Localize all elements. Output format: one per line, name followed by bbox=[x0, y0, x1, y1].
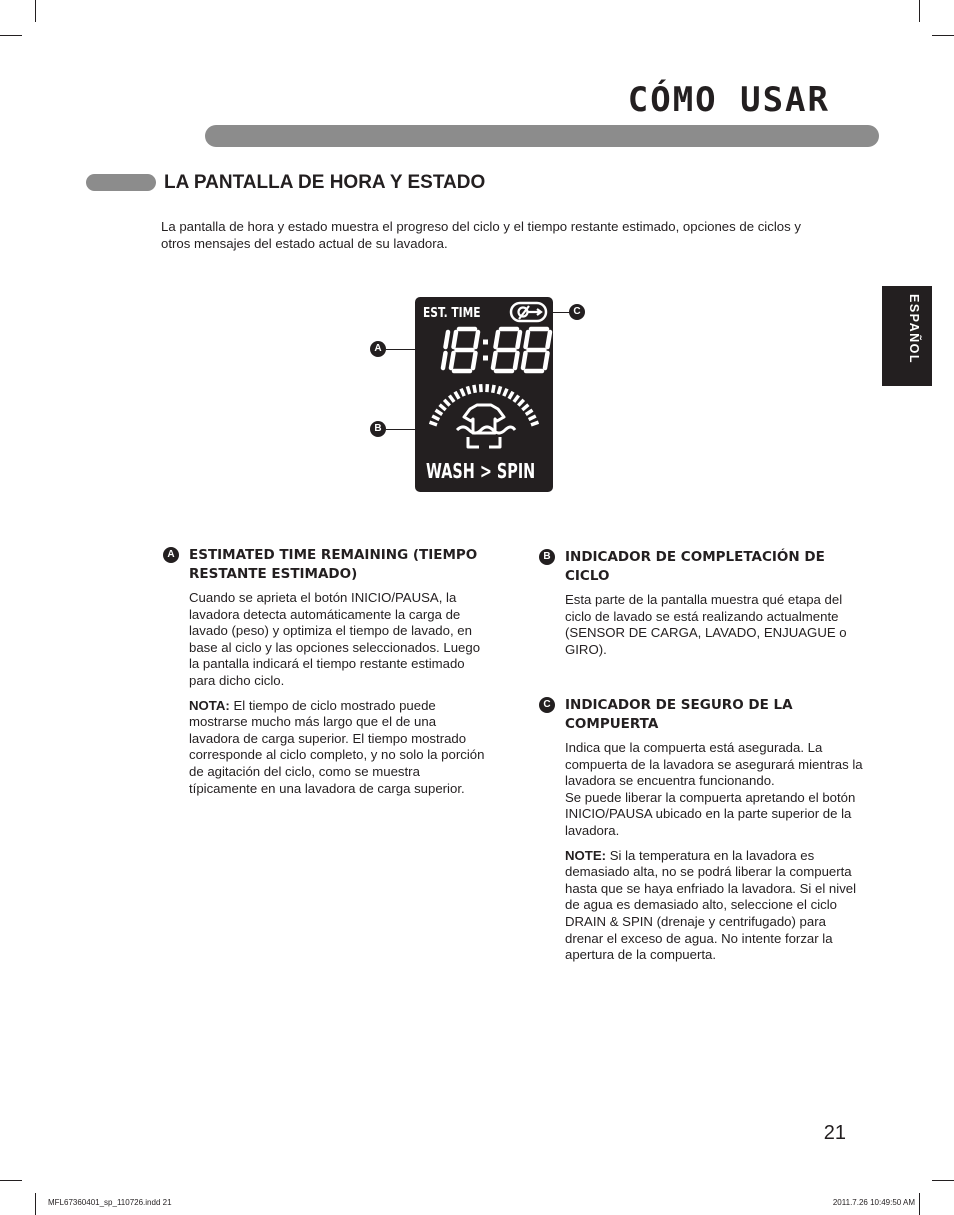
progress-segment bbox=[436, 410, 443, 414]
section-heading: LA PANTALLA DE HORA Y ESTADO bbox=[164, 172, 486, 193]
digit-segment bbox=[515, 353, 518, 368]
progress-segment bbox=[487, 384, 488, 392]
digit-segment bbox=[476, 332, 479, 347]
callout-leader-c bbox=[548, 312, 570, 313]
progress-segment bbox=[526, 410, 533, 414]
crop-mark bbox=[919, 0, 920, 22]
callout-leader-b bbox=[386, 429, 420, 430]
progress-segment bbox=[444, 400, 450, 406]
progress-segment bbox=[467, 386, 469, 394]
page-number: 21 bbox=[823, 1122, 846, 1144]
digit-segment bbox=[523, 353, 526, 368]
item-marker: A bbox=[163, 547, 179, 563]
item-b bbox=[543, 548, 865, 666]
progress-segment bbox=[432, 416, 439, 420]
language-tab-label: ESPAÑOL bbox=[907, 294, 921, 364]
progress-segment bbox=[493, 385, 494, 393]
progress-segment bbox=[481, 384, 482, 392]
digit-segment bbox=[454, 332, 457, 347]
item-c bbox=[543, 696, 865, 972]
item-paragraph: Se puede liberar la compuerta apretando el botón INICIO/PAUSA ubicado en la parte superior de la lavadora. bbox=[565, 789, 856, 838]
progress-segment bbox=[474, 385, 475, 393]
digit-segment bbox=[446, 332, 449, 347]
item-marker: B bbox=[539, 549, 555, 565]
time-status-display bbox=[415, 297, 553, 492]
item-note bbox=[565, 848, 865, 964]
digit-segment bbox=[496, 332, 499, 347]
item-title: INDICADOR DE SEGURO DE LA COMPUERTA bbox=[565, 697, 793, 732]
laundry-icon bbox=[457, 405, 515, 447]
title-bar bbox=[205, 125, 879, 147]
digit-segment bbox=[545, 353, 548, 368]
progress-segment bbox=[430, 422, 438, 425]
crop-mark bbox=[35, 1193, 36, 1215]
digit-segment bbox=[493, 353, 496, 368]
digit-segment bbox=[451, 353, 454, 368]
callout-leader-a bbox=[386, 349, 422, 350]
est-time-label: EST. TIME bbox=[423, 306, 481, 321]
progress-segment bbox=[504, 389, 507, 396]
progress-segment bbox=[531, 422, 539, 425]
crop-mark bbox=[35, 0, 36, 22]
progress-segment bbox=[455, 392, 459, 399]
item-paragraph: Esta parte de la pantalla muestra qué etapa del ciclo de lavado se está realizando actualmente (SENSOR DE CARGA, LAVADO, ENJUAGUE o GIRO). bbox=[565, 592, 847, 657]
intro-paragraph: La pantalla de hora y estado muestra el progreso del ciclo y el tiempo restante estimado, opciones de ciclos y otros mensajes del estado actual de su lavadora. bbox=[161, 219, 801, 251]
crop-mark bbox=[0, 35, 22, 36]
door-lock-icon bbox=[511, 303, 546, 321]
item-paragraph: Cuando se aprieta el botón INICIO/PAUSA, la lavadora detecta automáticamente la carga de lavado (peso) y optimiza el tiempo de lavado, en base al ciclo y las opciones seleccionados. Luego la pantalla indicará el tiempo restante estimado para dicho ciclo. bbox=[189, 590, 481, 688]
progress-segment bbox=[518, 400, 524, 406]
item-title: ESTIMATED TIME REMAINING (TIEMPO RESTANTE ESTIMADO) bbox=[189, 547, 478, 582]
crop-mark bbox=[919, 1193, 920, 1215]
section-pill bbox=[86, 174, 156, 191]
callout-c: C bbox=[569, 304, 585, 320]
time-digits bbox=[443, 329, 550, 371]
item-title: INDICADOR DE COMPLETACIÓN DE CICLO bbox=[565, 549, 825, 584]
progress-segment bbox=[509, 392, 513, 399]
digit-segment bbox=[473, 353, 476, 368]
note-text: El tiempo de ciclo mostrado puede mostrarse mucho más largo que el de una lavadora de carga superior. El tiempo mostrado corresponde al ciclo completo, y no solo la porción de agitación del ciclo, como se muestra típicamente en una lavadora de carga superior. bbox=[189, 697, 485, 796]
note-label: NOTE: bbox=[565, 847, 607, 863]
digit-segment bbox=[443, 353, 446, 368]
crop-mark bbox=[932, 35, 954, 36]
note-text: Si la temperatura en la lavadora es demasiado alta, no se podrá liberar la compuerta hasta que se haya enfriado la lavadora. Si el nivel de agua es demasiado alto, seleccione el ciclo DRAIN & SPIN (drenaje y centrifugado) para drenar el exceso de agua. No intente forzar la apertura de la compuerta. bbox=[565, 847, 857, 963]
progress-segment bbox=[529, 416, 536, 420]
digit-segment bbox=[548, 332, 551, 347]
progress-segment bbox=[514, 396, 519, 402]
digit-segment bbox=[518, 332, 521, 347]
progress-segment bbox=[440, 405, 446, 410]
colon-dot bbox=[483, 340, 488, 345]
chapter-title: CÓMO USAR bbox=[627, 80, 830, 120]
note-label: NOTA: bbox=[189, 697, 230, 713]
digit-segment bbox=[526, 332, 529, 347]
language-tab bbox=[882, 286, 932, 386]
footer-file-info: MFL67360401_sp_110726.indd 21 bbox=[48, 1198, 172, 1207]
item-note bbox=[189, 698, 489, 798]
cycle-stage-label: WASH > SPIN bbox=[426, 459, 536, 483]
progress-segment bbox=[461, 389, 464, 396]
colon-dot bbox=[483, 356, 488, 361]
item-a bbox=[167, 546, 489, 805]
callout-a: A bbox=[370, 341, 386, 357]
progress-segment bbox=[522, 405, 528, 410]
item-paragraph: Indica que la compuerta está asegurada. La compuerta de la lavadora se asegurará mientras la lavadora se encuentra funcionando. bbox=[565, 740, 863, 789]
callout-b: B bbox=[370, 421, 386, 437]
progress-segment bbox=[449, 396, 454, 402]
item-marker: C bbox=[539, 697, 555, 713]
crop-mark bbox=[0, 1180, 22, 1181]
footer-timestamp: 2011.7.26 10:49:50 AM bbox=[832, 1198, 915, 1207]
crop-mark bbox=[932, 1180, 954, 1181]
progress-segment bbox=[498, 386, 500, 394]
